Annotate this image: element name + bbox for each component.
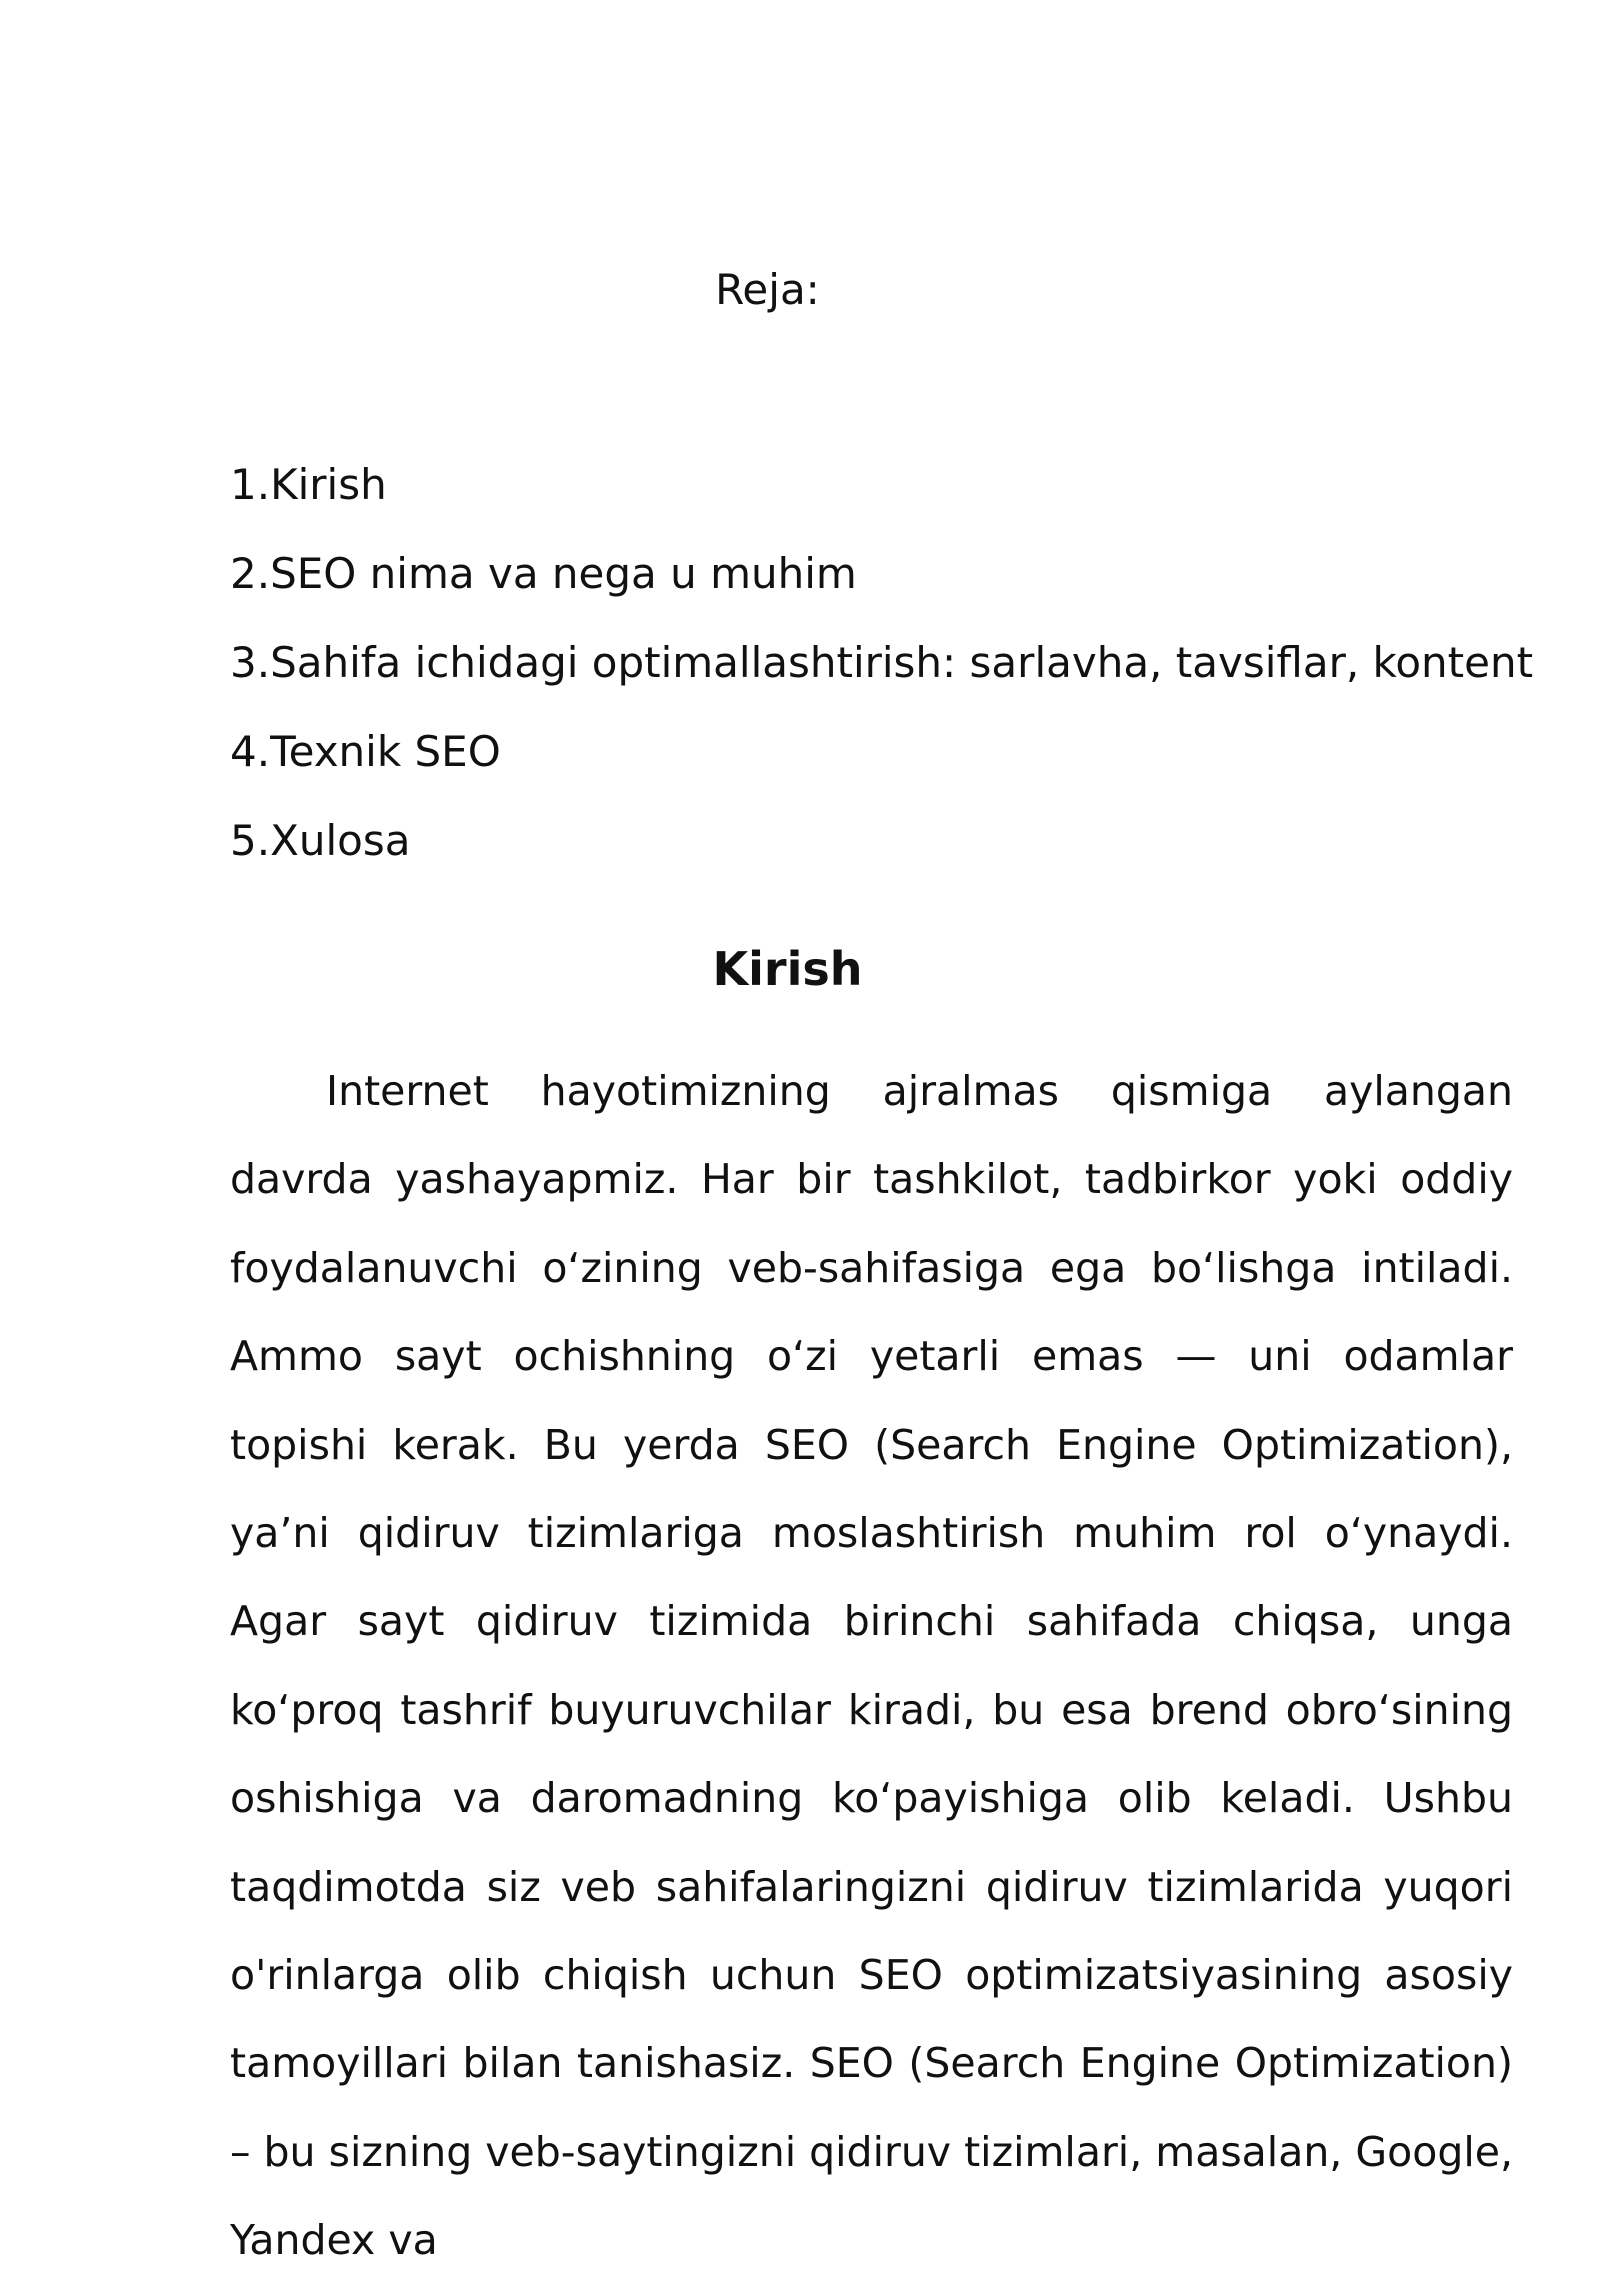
plan-list <box>230 440 1534 885</box>
section-heading-kirish: Kirish <box>712 942 863 996</box>
plan-title: Reja: <box>715 265 820 314</box>
plan-item-seo-nima: 2.SEO nima va nega u muhim <box>230 549 857 598</box>
plan-item-kirish: 1.Kirish <box>230 460 387 509</box>
plan-item-xulosa: 5.Xulosa <box>230 816 411 865</box>
intro-paragraph: Internet hayotimizning ajralmas qismiga aylangan davrda yashayapmiz. Har bir tashkilot, tadbirkor yoki oddiy foydalanuvchi o‘zining veb-sahifasiga ega bo‘lishga intiladi. Ammo sayt ochishning o‘zi yetarli emas — uni odamlar topishi kerak. Bu yerda SEO (Search Engine Optimization), ya’ni qidiruv tizimlariga moslashtirish muhim rol o‘ynaydi. Agar sayt qidiruv tizimida birinchi sahifada chiqsa, unga ko‘proq tashrif buyuruvchilar kiradi, bu esa brend obro‘sining oshishiga va daromadning ko‘payishiga olib keladi. Ushbu taqdimotda siz veb sahifalaringizni qidiruv tizimlarida yuqori o'rinlarga olib chiqish uchun SEO optimizatsiyasining asosiy tamoyillari bilan tanishasiz. SEO (Search Engine Optimization) – bu sizning veb-saytingizni qidiruv tizimlari, masalan, Google, Yandex va <box>230 1067 1513 2265</box>
plan-item-texnik-seo: 4.Texnik SEO <box>230 727 501 776</box>
plan-item-sahifa-optimallashtirish: 3.Sahifa ichidagi optimallashtirish: sarlavha, tavsiflar, kontent <box>230 638 1534 687</box>
